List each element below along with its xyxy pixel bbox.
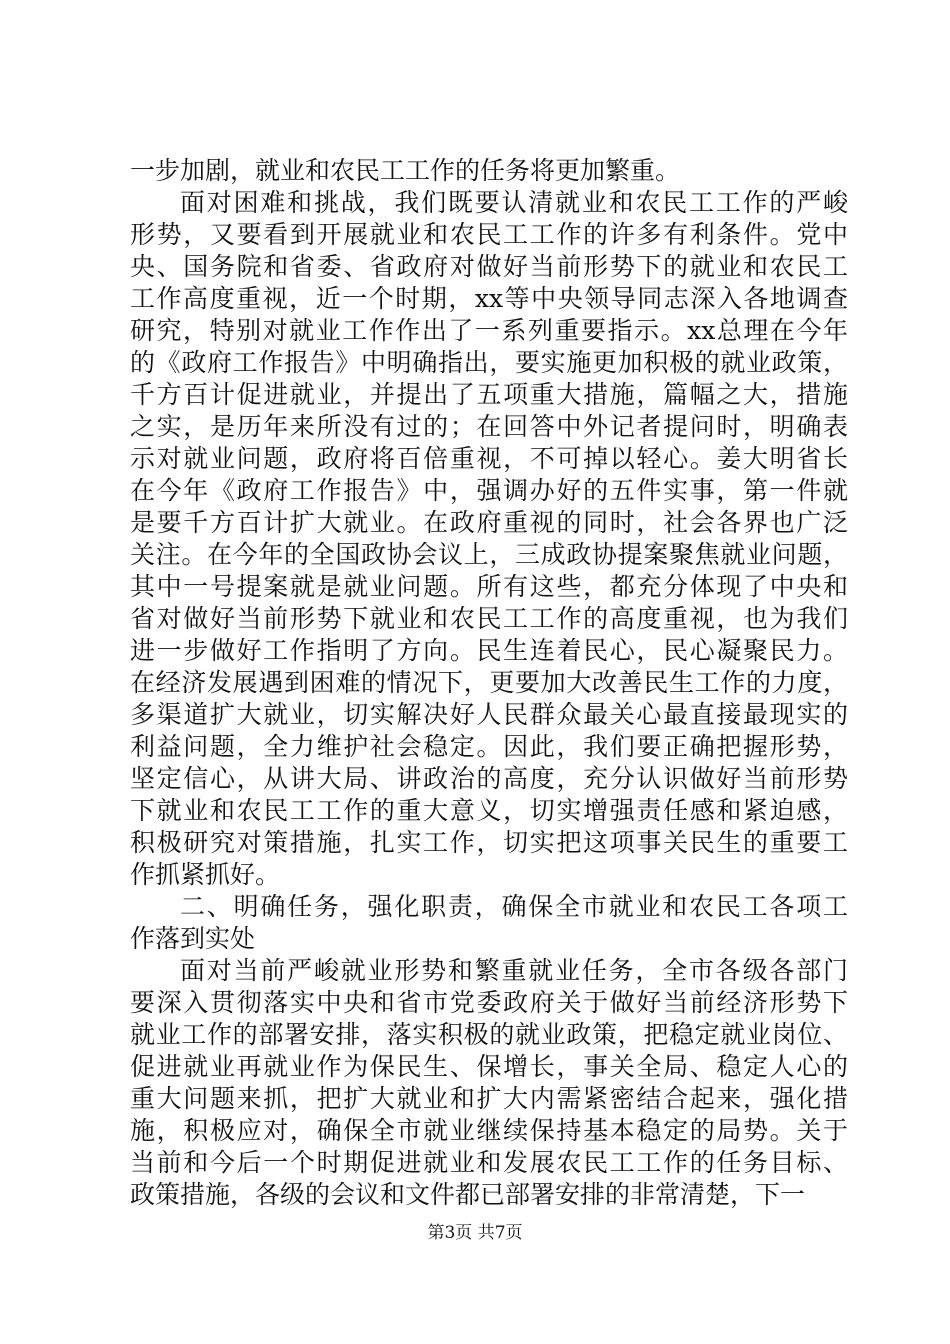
text-line: 要深入贯彻落实中央和省市党委政府关于做好当前经济形势下: [130, 988, 848, 1017]
text-line: 工作高度重视，近一个时期，xx等中央领导同志深入各地调查: [130, 284, 848, 313]
text-line: 施，积极应对，确保全市就业继续保持基本稳定的局势。关于: [130, 1116, 848, 1145]
text-line: 面对困难和挑战，我们既要认清就业和农民工工作的严峻: [180, 188, 848, 217]
text-line: 一步加剧，就业和农民工工作的任务将更加繁重。: [130, 156, 681, 185]
text-line: 在今年《政府工作报告》中，强调办好的五件实事，第一件就: [130, 476, 848, 505]
text-line: 形势，又要看到开展就业和农民工工作的许多有利条件。党中: [130, 220, 848, 249]
text-line: 之实，是历年来所没有过的；在回答中外记者提问时，明确表: [130, 412, 848, 441]
text-line: 央、国务院和省委、省政府对做好当前形势下的就业和农民工: [130, 252, 848, 281]
text-line: 促进就业再就业作为保民生、保增长，事关全局、稳定人心的: [130, 1052, 848, 1081]
text-line: 进一步做好工作指明了方向。民生连着民心，民心凝聚民力。: [130, 636, 848, 665]
text-line: 就业工作的部署安排，落实积极的就业政策，把稳定就业岗位、: [130, 1020, 848, 1049]
text-line: 千方百计促进就业，并提出了五项重大措施，篇幅之大，措施: [130, 380, 848, 409]
text-line: 其中一号提案就是就业问题。所有这些，都充分体现了中央和: [130, 572, 848, 601]
text-line: 积极研究对策措施，扎实工作，切实把这项事关民生的重要工: [130, 828, 848, 857]
text-line: 作抓紧抓好。: [130, 860, 281, 889]
text-line: 在经济发展遇到困难的情况下，更要加大改善民生工作的力度，: [130, 668, 848, 697]
text-line: 是要千方百计扩大就业。在政府重视的同时，社会各界也广泛: [130, 508, 848, 537]
text-line: 二、明确任务，强化职责，确保全市就业和农民工各项工: [180, 892, 848, 921]
text-line: 下就业和农民工工作的重大意义，切实增强责任感和紧迫感，: [130, 796, 848, 825]
document-body: [130, 155, 848, 1211]
text-line: 示对就业问题，政府将百倍重视，不可掉以轻心。姜大明省长: [130, 444, 848, 473]
text-line: 利益问题，全力维护社会稳定。因此，我们要正确把握形势，: [130, 732, 848, 761]
text-line: 研究，特别对就业工作作出了一系列重要指示。xx总理在今年: [130, 316, 848, 345]
text-line: 多渠道扩大就业，切实解决好人民群众最关心最直接最现实的: [130, 700, 848, 729]
text-line: 作落到实处: [130, 924, 256, 953]
text-line: 面对当前严峻就业形势和繁重就业任务，全市各级各部门: [180, 956, 848, 985]
text-line: 重大问题来抓，把扩大就业和扩大内需紧密结合起来，强化措: [130, 1084, 848, 1113]
text-line: 坚定信心，从讲大局、讲政治的高度，充分认识做好当前形势: [130, 764, 848, 793]
text-line: 当前和今后一个时期促进就业和发展农民工工作的任务目标、: [130, 1148, 848, 1177]
page-number-footer: 第3页 共7页: [427, 1223, 523, 1243]
text-line: 省对做好当前形势下就业和农民工工作的高度重视，也为我们: [130, 604, 848, 633]
text-line: 的《政府工作报告》中明确指出，要实施更加积极的就业政策，: [130, 348, 848, 377]
text-line: 关注。在今年的全国政协会议上，三成政协提案聚焦就业问题，: [130, 540, 848, 569]
text-line: 政策措施，各级的会议和文件都已部署安排的非常清楚，下一: [130, 1180, 806, 1209]
